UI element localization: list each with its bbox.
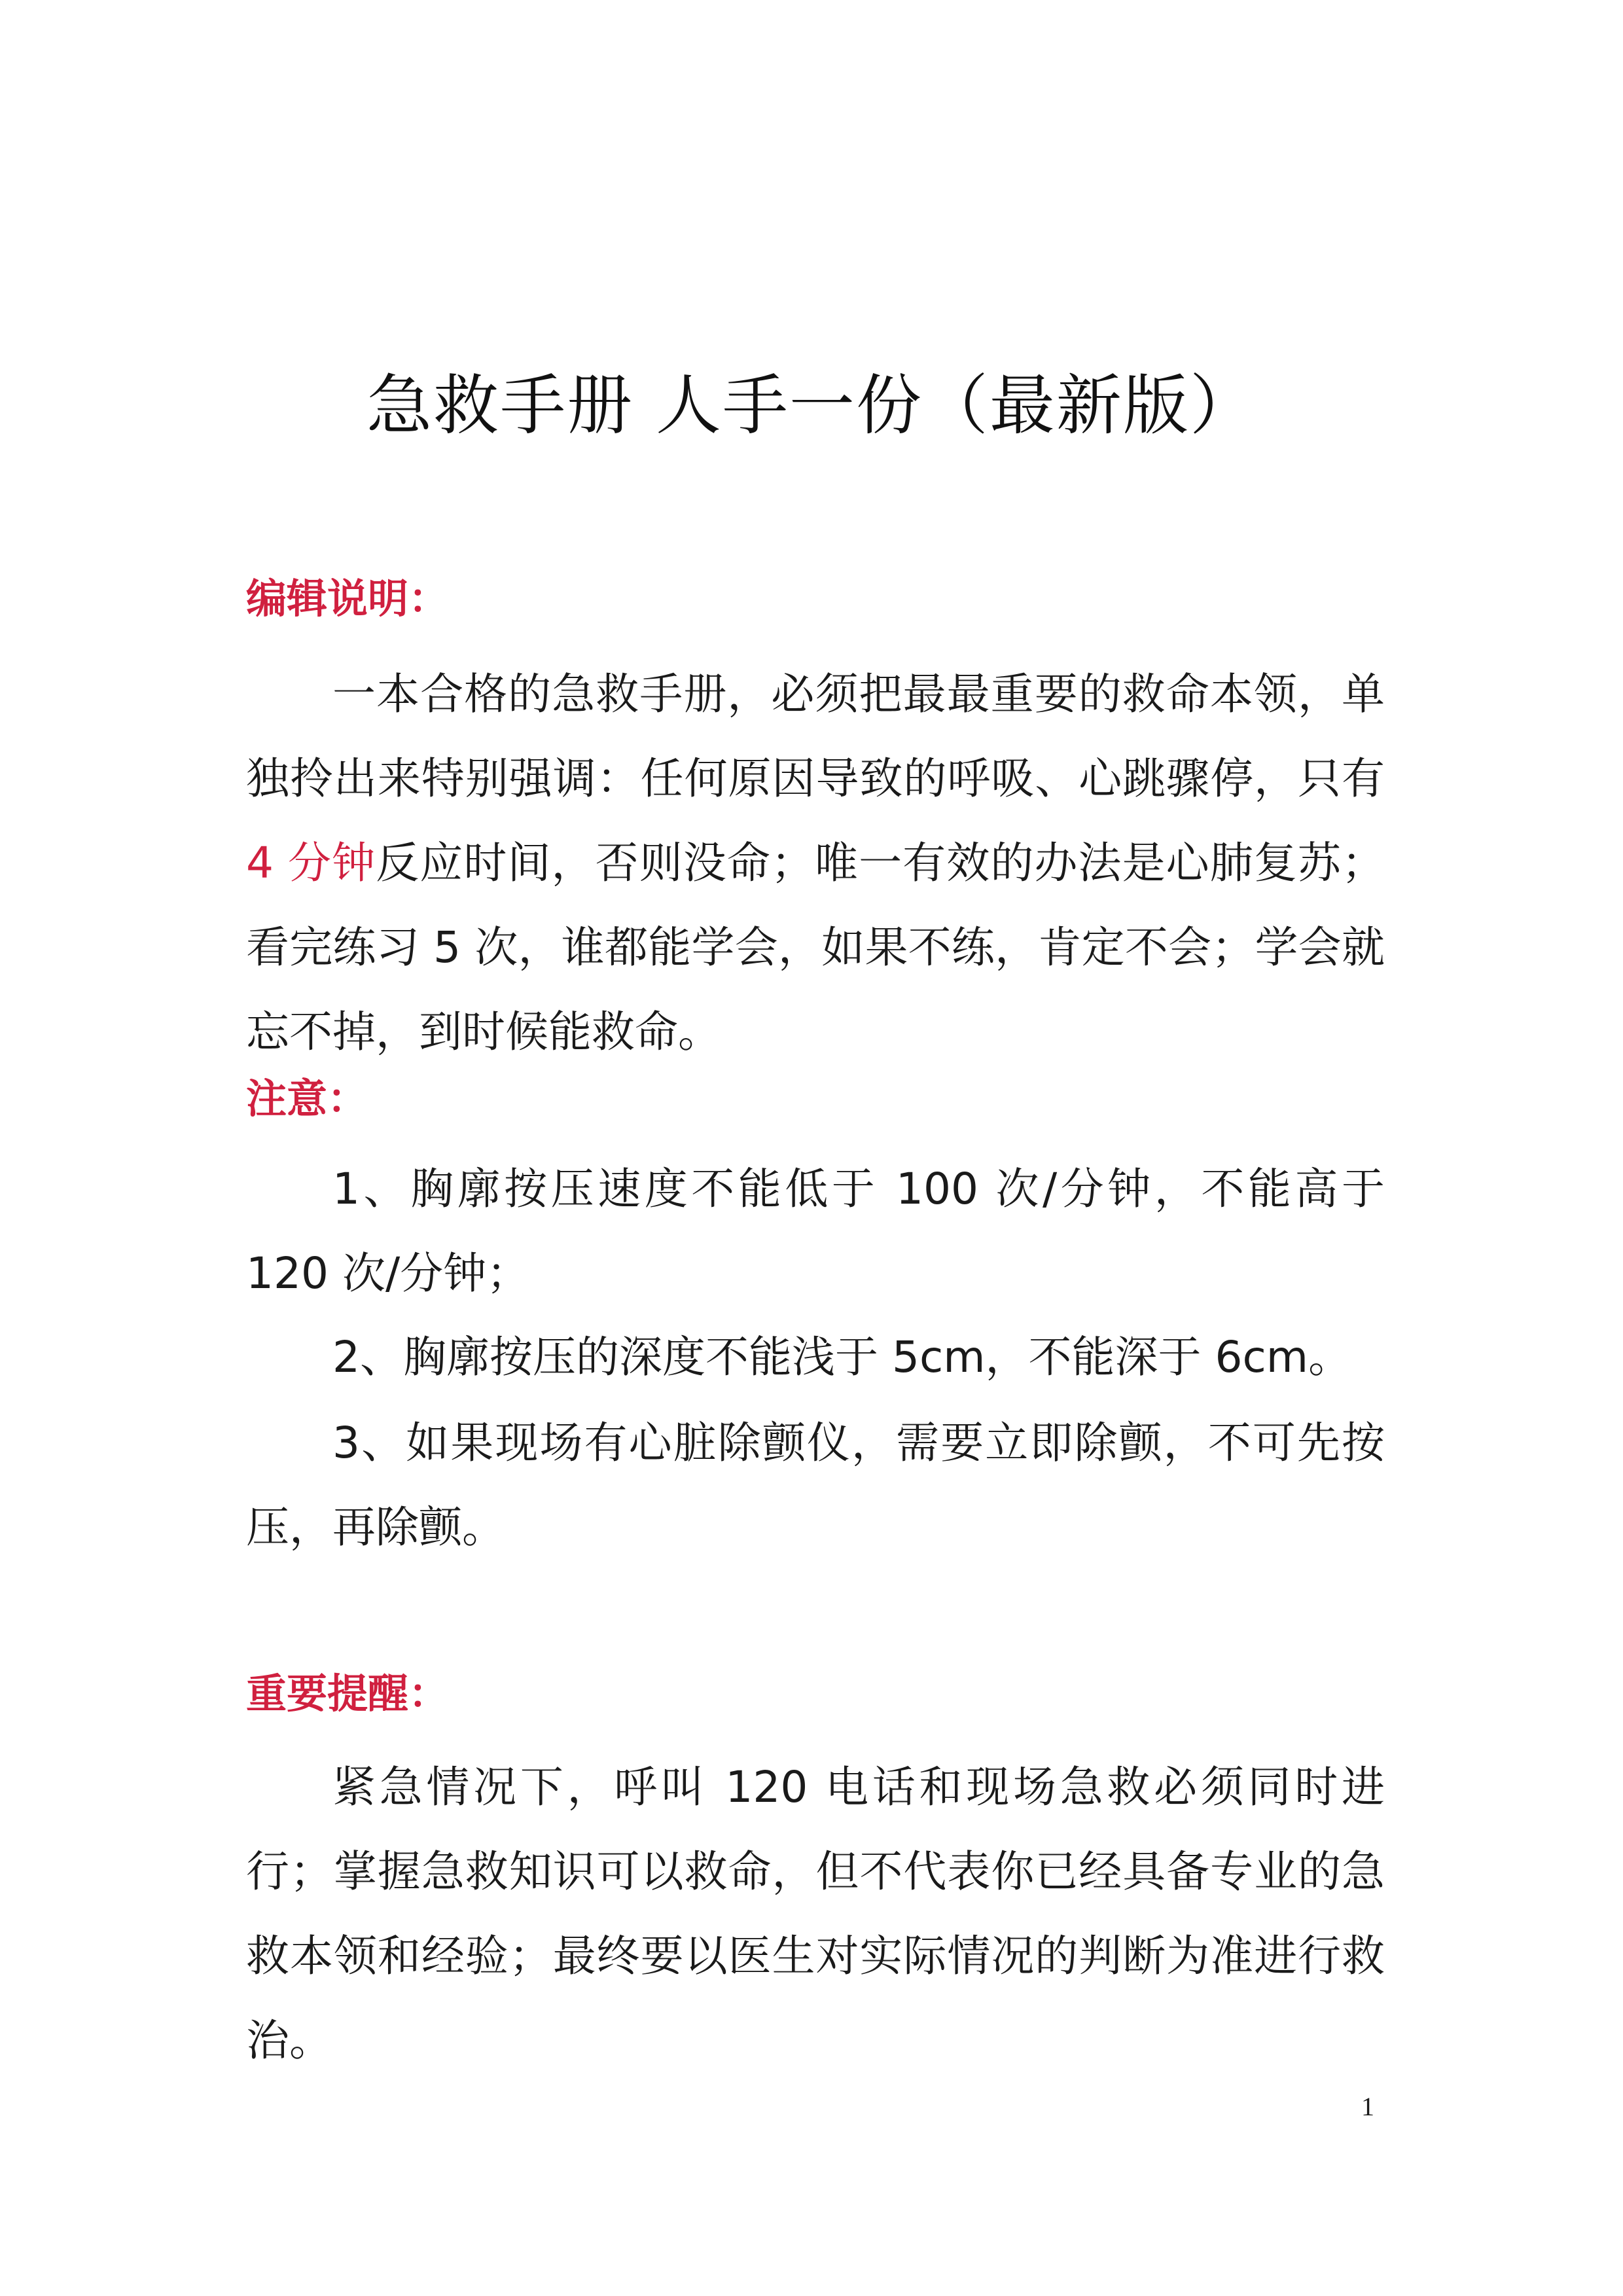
reminder-heading: 重要提醒： (246, 1670, 450, 1717)
reminder-paragraph: 紧急情况下，呼叫 120 电话和现场急救必须同时进行；掌握急救知识可以救命，但不代表你已经具备专业的急救本领和经验；最终要以医生对实际情况的判断为准进行救治。 (246, 1762, 1385, 2066)
editor-note-paragraph (246, 652, 1385, 1074)
attention-item-2: 2、胸廓按压的深度不能浅于 5cm，不能深于 6cm。 (332, 1332, 1352, 1382)
attention-heading: 注意： (246, 1075, 368, 1122)
attention-item-3: 3、如果现场有心脏除颤仪，需要立即除颤，不可先按压，再除颤。 (246, 1418, 1385, 1552)
document-title: 急救手册 人手一份（最新版） (366, 367, 1257, 444)
editor-note-text-part1: 一本合格的急救手册，必须把最最重要的救命本领，单独拎出来特别强调：任何原因导致的呼吸、心跳骤停，只有 (246, 669, 1385, 804)
editor-note-text-part2: 反应时间，否则没命；唯一有效的办法是心肺复苏；看完练习 5 次，谁都能学会，如果不练，肯定不会；学会就忘不掉，到时候能救命。 (246, 838, 1385, 1057)
attention-item-1: 1、胸廓按压速度不能低于 100 次/分钟，不能高于 120 次/分钟； (246, 1164, 1385, 1299)
editor-note-heading: 编辑说明： (246, 575, 450, 622)
four-minutes-highlight: 4 分钟 (246, 838, 376, 888)
page-number: 1 (1361, 2092, 1374, 2121)
